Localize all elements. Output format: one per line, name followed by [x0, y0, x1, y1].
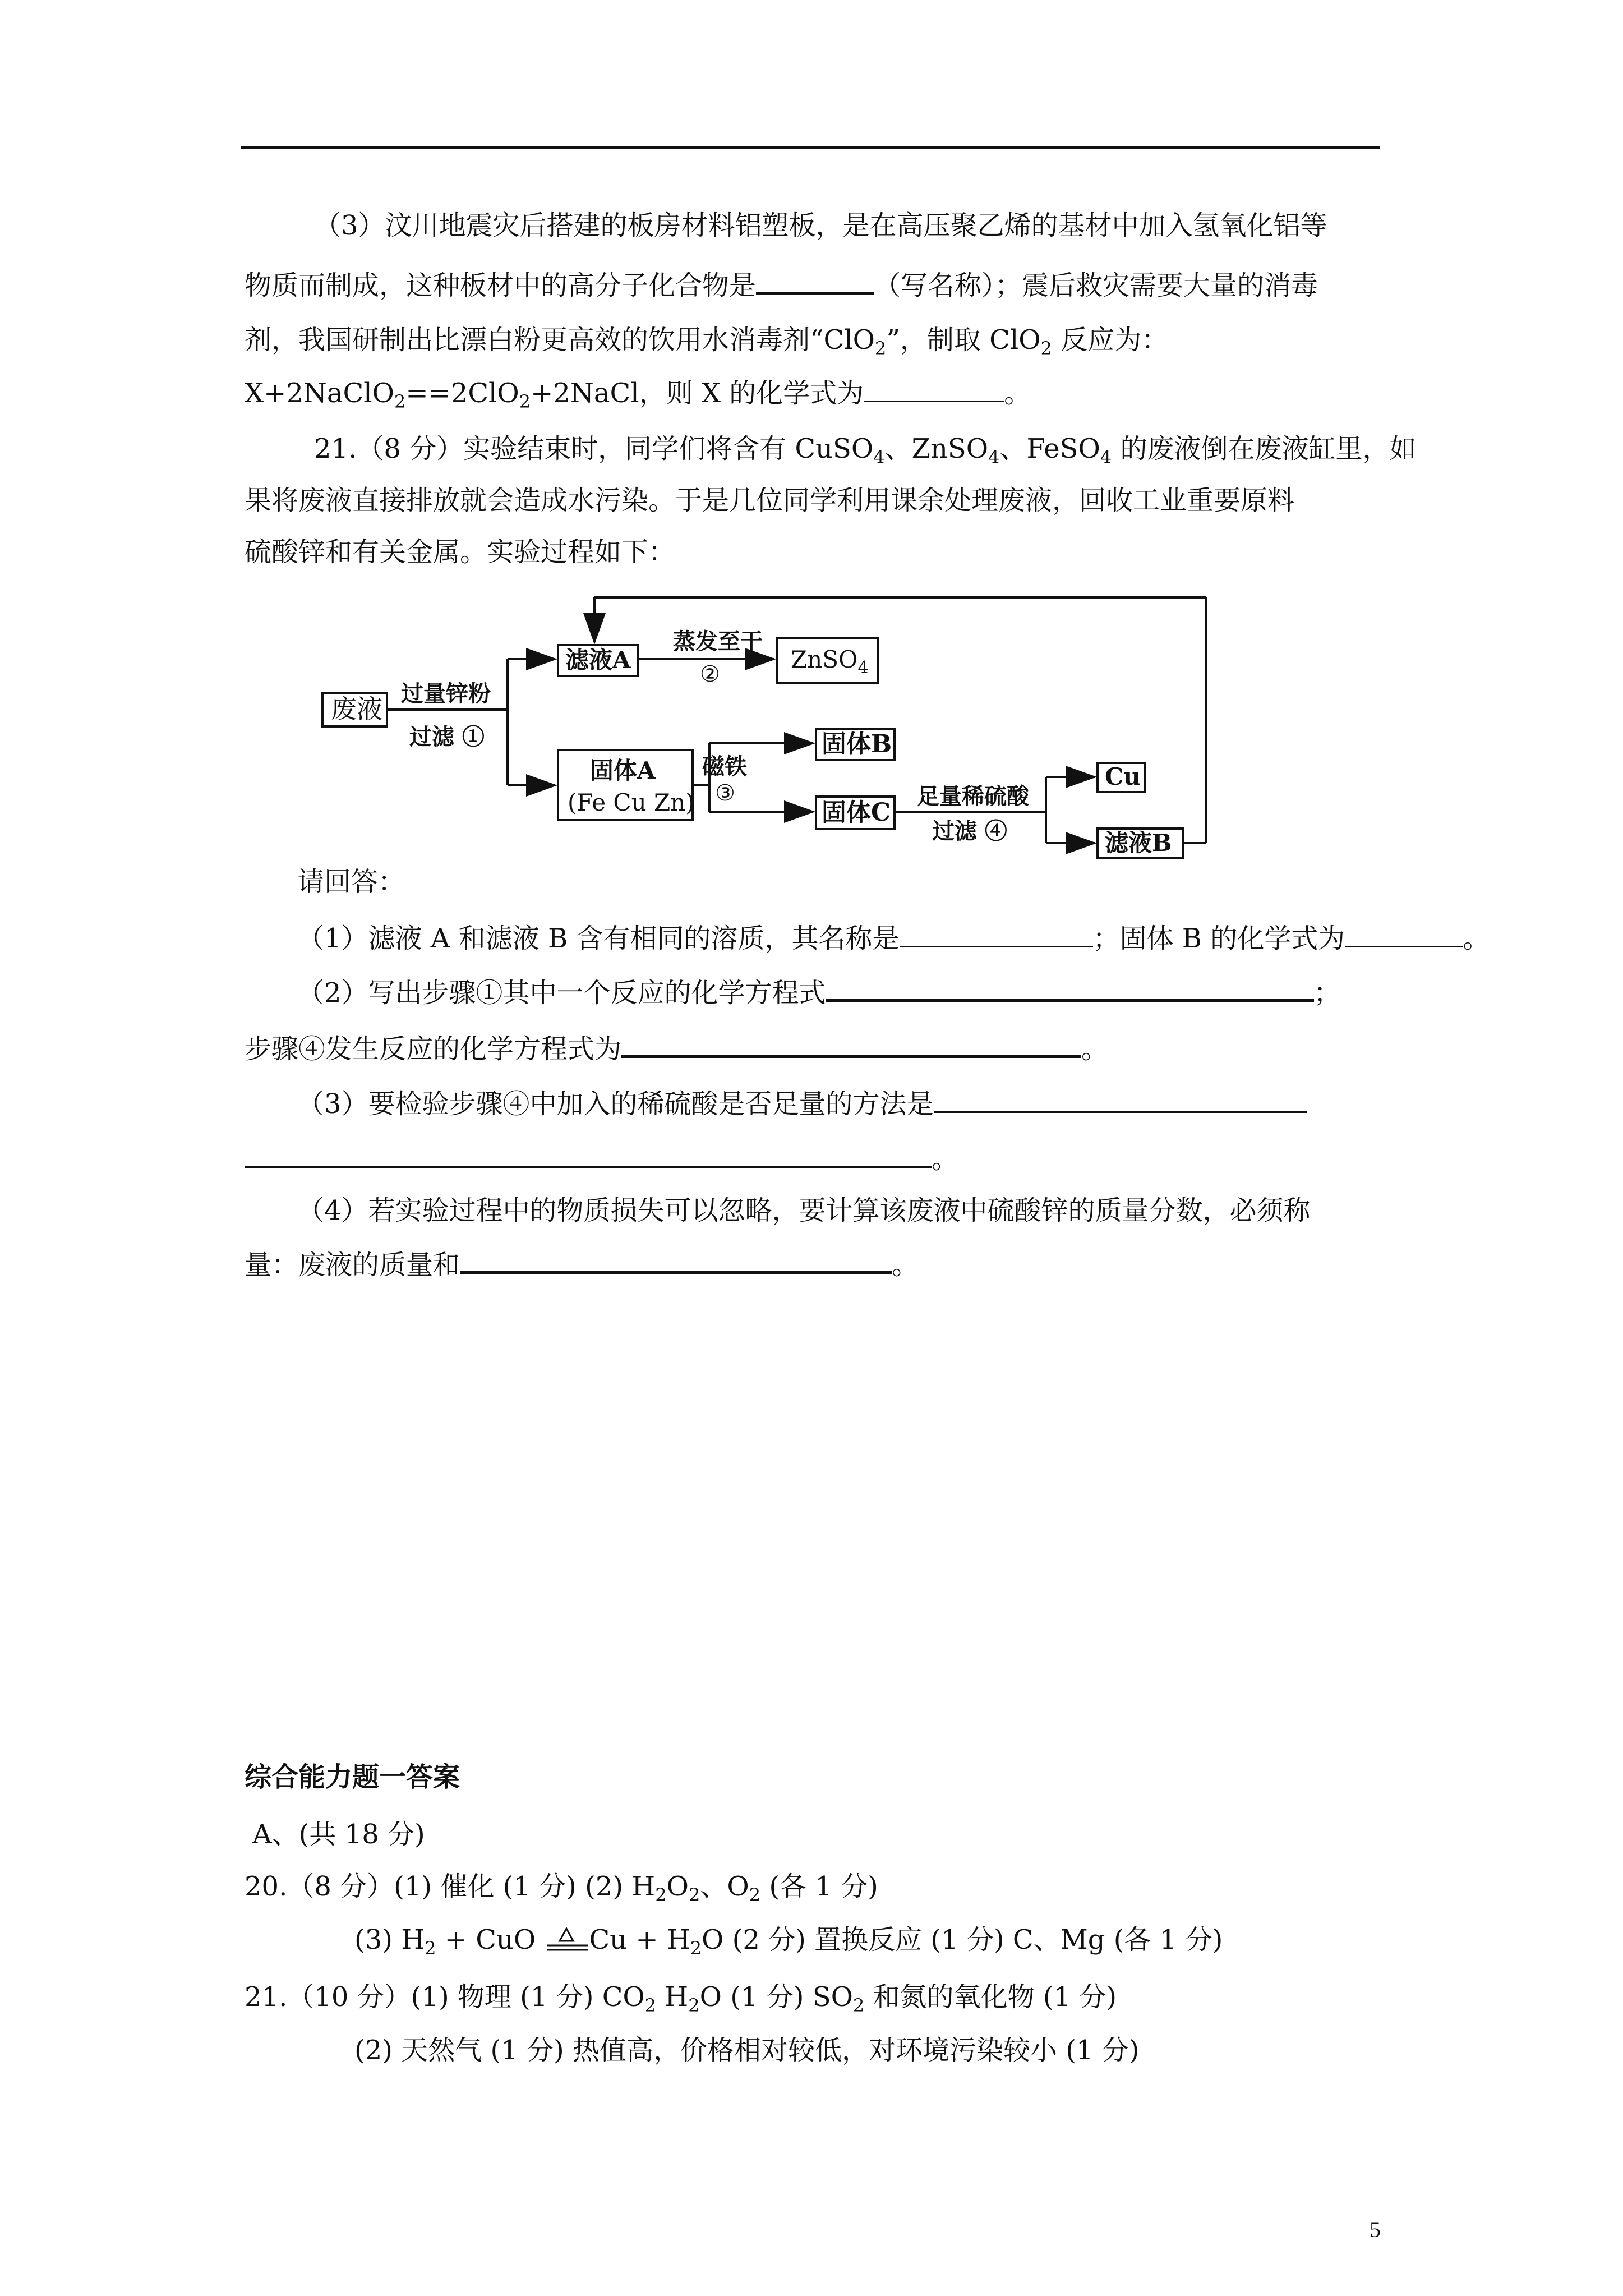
label-solid-a-contents: (Fe Cu Zn)	[568, 789, 695, 816]
heat-condition-icon	[544, 1925, 589, 1959]
label-solid-a: 固体A	[590, 757, 656, 784]
label-step1-top: 过量锌粉	[401, 680, 491, 707]
header-rule	[241, 146, 1380, 149]
sub-q4-line-2: 量：废液的质量和 。	[245, 1245, 919, 1282]
label-step2-top: 蒸发至干	[673, 628, 763, 655]
answer-20-line-1: 20.（8 分）(1) 催化 (1 分) (2) $H_2O_2$、$O_2$ (各 1 分)	[245, 1871, 878, 1906]
answer-blank[interactable]	[900, 920, 1093, 947]
q21-line-3: 硫酸锌和有关金属。实验过程如下：	[245, 536, 676, 568]
label-filtrate-b: 滤液B	[1105, 829, 1172, 857]
label-step1-bottom: 过滤 ①	[409, 724, 485, 750]
answer-blank[interactable]	[756, 266, 874, 295]
answer-21-line-1: 21.（10 分）(1) 物理 (1 分) $CO_2$ $H_2O$ (1 分) $SO_2$ 和氮的氧化物 (1 分)	[245, 1981, 1117, 2016]
answer-blank[interactable]	[245, 1140, 932, 1168]
sub-q3-line-2: 。	[245, 1140, 958, 1176]
label-solid-b: 固体B	[822, 730, 892, 758]
q20-3-line-3: 剂，我国研制出比漂白粉更高效的饮用水消毒剂“ClO$_2$”，制取 ClO$_2$ 反应为：	[245, 324, 1169, 359]
label-step2-num: ②	[700, 661, 720, 687]
answer-key-title: 综合能力题一答案	[245, 1761, 460, 1793]
label-solid-c: 固体C	[822, 798, 891, 827]
answer-blank[interactable]	[621, 1029, 1081, 1058]
label-step3-top: 磁铁	[702, 753, 747, 780]
page-number: 5	[1370, 2217, 1381, 2242]
answer-blank[interactable]	[460, 1245, 892, 1274]
sub-q2-line-2: 步骤④发生反应的化学方程式为 。	[245, 1029, 1108, 1066]
sub-q1: （1）滤液 A 和滤液 B 含有相同的溶质，其名称是 ；固体 B 的化学式为 。	[297, 920, 1490, 955]
label-cu: Cu	[1105, 763, 1141, 790]
answer-21-line-2: (2) 天然气 (1 分) 热值高，价格相对较低，对环境污染较小 (1 分)	[354, 2035, 1140, 2066]
label-step4-bottom: 过滤 ④	[932, 818, 1007, 844]
answer-20-line-3: (3) $H_2$ + CuO $Cu + H_2O$ (2 分) 置换反应 (1 分) C、Mg (各 1 分)	[354, 1924, 1223, 1959]
answer-blank[interactable]	[1345, 920, 1463, 947]
answer-blank[interactable]	[826, 973, 1314, 1002]
label-waste: 废液	[331, 694, 382, 724]
answer-blank[interactable]	[864, 375, 1004, 402]
label-znso4: ZnSO$_4$	[791, 646, 869, 678]
label-step3-num: ③	[715, 780, 735, 806]
process-flowchart	[314, 592, 1234, 867]
answer-key-section: A、(共 18 分)	[252, 1819, 425, 1850]
q20-3-line-4: X+2NaClO$_2$==2ClO$_2$+2NaCl，则 X 的化学式为 。	[245, 375, 1031, 410]
sub-q3-line-1: （3）要检验步骤④中加入的稀硫酸是否足量的方法是	[297, 1085, 1307, 1121]
sub-q4-line-1: （4）若实验过程中的物质损失可以忽略，要计算该废液中硫酸锌的质量分数，必须称	[297, 1195, 1311, 1226]
q20-3-line-1: （3）汶川地震灾后搭建的板房材料铝塑板，是在高压聚乙烯的基材中加入氢氧化铝等	[314, 210, 1327, 241]
label-step4-top: 足量稀硫酸	[917, 783, 1029, 809]
sub-q2-line-1: （2）写出步骤①其中一个反应的化学方程式 ；	[297, 973, 1341, 1010]
q20-3-line-2: 物质而制成，这种板材中的高分子化合物是 （写名称）；震后救灾需要大量的消毒	[245, 266, 1318, 302]
answers-prompt: 请回答：	[297, 866, 405, 898]
answer-blank[interactable]	[934, 1085, 1307, 1113]
label-filtrate-a: 滤液A	[565, 646, 631, 674]
q21-line-1: 21.（8 分）实验结束时，同学们将含有 CuSO$_4$、ZnSO$_4$、FeSO$_4$ 的废液倒在废液缸里，如	[314, 433, 1417, 468]
q21-line-2: 果将废液直接排放就会造成水污染。于是几位同学利用课余处理废液，回收工业重要原料	[245, 485, 1295, 516]
